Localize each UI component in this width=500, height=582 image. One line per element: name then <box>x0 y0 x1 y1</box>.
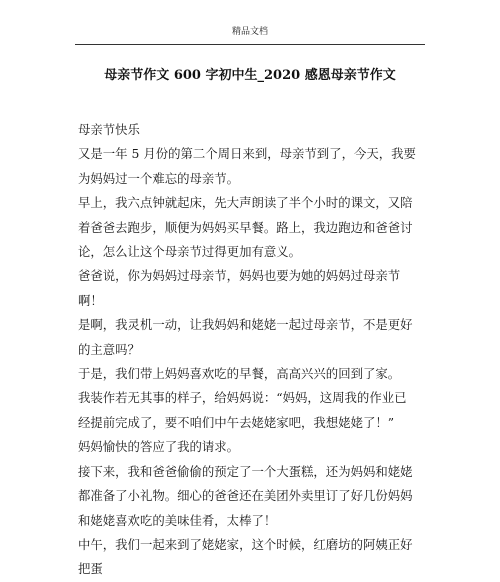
paragraph: 于是，我们带上妈妈喜欢吃的早餐，高高兴兴的回到了家。 <box>78 366 401 382</box>
paragraph: 接下来，我和爸爸偷偷的预定了一个大蛋糕，还为妈妈和姥姥都准备了小礼物。细心的爸爸还在美团外卖里订了好几份妈妈和姥姥喜欢吃的美味佳肴，太棒了！ <box>78 463 413 528</box>
paragraph: 早上，我六点钟就起床，先大声朗读了半个小时的课文，又陪着爸爸去跑步，顺便为妈妈买早餐。路上，我边跑边和爸爸讨论，怎么让这个母亲节过得更加有意义。 <box>78 195 413 260</box>
paragraph: 是啊，我灵机一动，让我妈妈和姥姥一起过母亲节，不是更好的主意吗？ <box>78 317 413 357</box>
paragraph: 又是一年 5 月份的第二个周日来到，母亲节到了，今天，我要为妈妈过一个难忘的母亲节。 <box>78 146 416 186</box>
paragraph: 我装作若无其事的样子，给妈妈说：“妈妈，这周我的作业已经提前完成了，要不咱们中午去姥姥家吧，我想姥姥了！” <box>78 390 407 430</box>
header-label: 精品文档 <box>231 27 268 37</box>
document-body <box>78 118 418 582</box>
paragraph: 爸爸说，你为妈妈过母亲节，妈妈也要为她的妈妈过母亲节啊！ <box>78 268 401 308</box>
paragraph: 妈妈愉快的答应了我的请求。 <box>78 439 240 455</box>
document-title: 母亲节作文 600 字初中生_2020 感恩母亲节作文 <box>104 68 396 83</box>
paragraph: 母亲节快乐 <box>78 122 140 137</box>
header-divider <box>75 44 425 45</box>
paragraph: 中午，我们一起来到了姥姥家，这个时候，红磨坊的阿姨正好把蛋 <box>78 536 413 577</box>
